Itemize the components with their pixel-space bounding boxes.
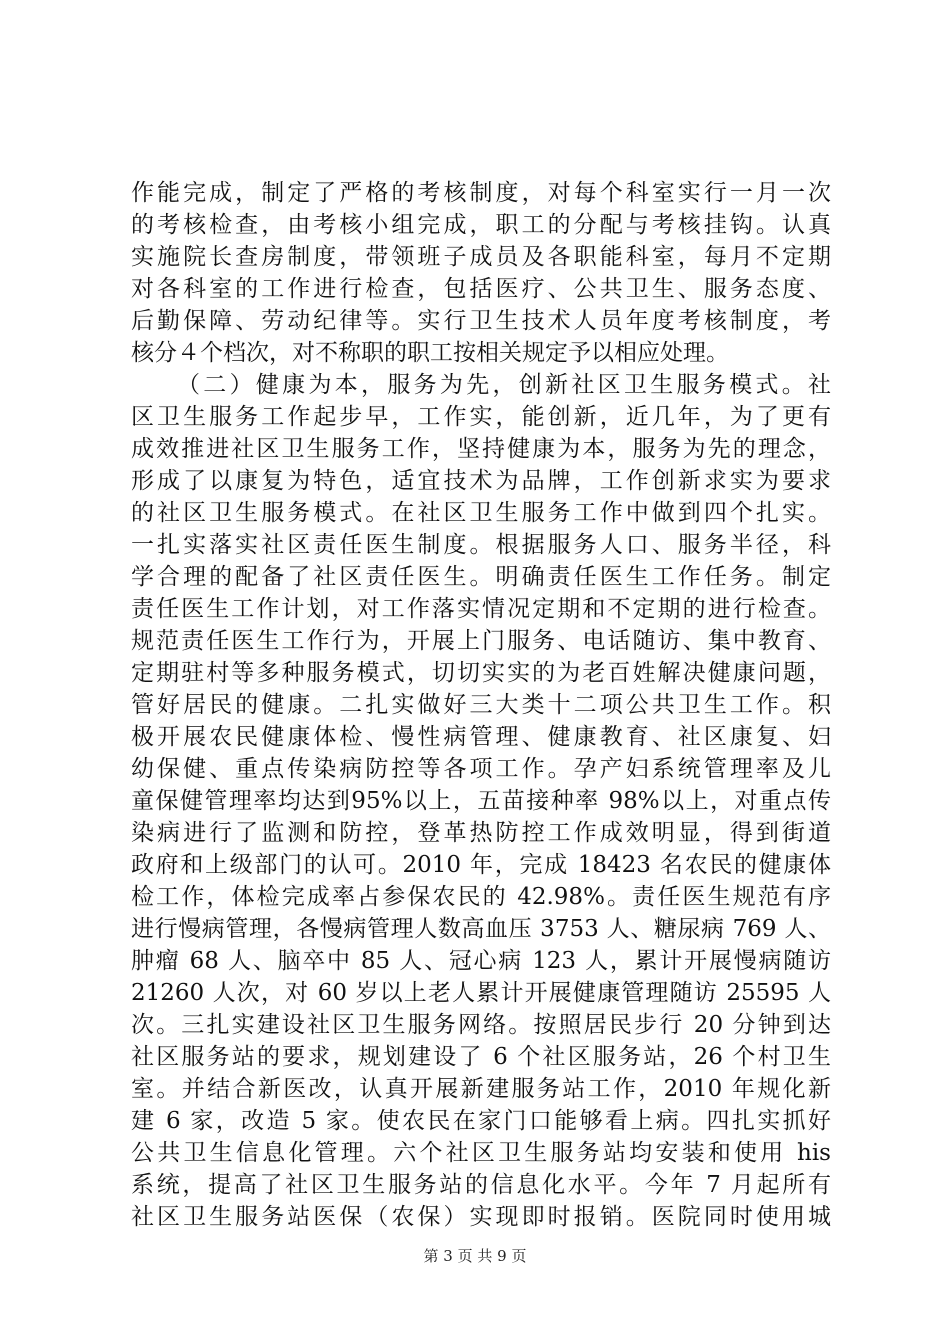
- text-line: 作能完成，制定了严格的考核制度，对每个科室实行一月一次: [131, 180, 831, 206]
- text-line: 区卫生服务工作起步早，工作实，能创新，近几年，为了更有: [131, 404, 831, 430]
- text-line: 系统，提高了社区卫生服务站的信息化水平。今年 7 月起所有: [131, 1172, 831, 1198]
- text-line: 规范责任医生工作行为，开展上门服务、电话随访、集中教育、: [131, 628, 831, 654]
- text-line: 染病进行了监测和防控，登革热防控工作成效明显，得到街道: [131, 820, 831, 846]
- text-line: 后勤保障、劳动纪律等。实行卫生技术人员年度考核制度，考: [131, 308, 831, 334]
- text-line: 实施院长查房制度，带领班子成员及各职能科室，每月不定期: [131, 244, 831, 270]
- text-line: 建 6 家，改造 5 家。使农民在家门口能够看上病。四扎实抓好: [131, 1108, 831, 1134]
- text-line: 的社区卫生服务模式。在社区卫生服务工作中做到四个扎实。: [131, 500, 831, 526]
- text-line: 肿瘤 68 人、脑卒中 85 人、冠心病 123 人，累计开展慢病随访: [131, 948, 831, 974]
- text-line: 检工作，体检完成率占参保农民的 42.98%。责任医生规范有序: [131, 884, 831, 910]
- text-line: 管好居民的健康。二扎实做好三大类十二项公共卫生工作。积: [131, 692, 831, 718]
- text-line: 成效推进社区卫生服务工作，坚持健康为本，服务为先的理念，: [131, 436, 831, 462]
- text-line: 次。三扎实建设社区卫生服务网络。按照居民步行 20 分钟到达: [131, 1012, 831, 1038]
- text-line: 极开展农民健康体检、慢性病管理、健康教育、社区康复、妇: [131, 724, 831, 750]
- text-line: 定期驻村等多种服务模式，切切实实的为老百姓解决健康问题，: [131, 660, 831, 686]
- text-line: 公共卫生信息化管理。六个社区卫生服务站均安装和使用 his: [131, 1140, 831, 1166]
- text-line: 进行慢病管理，各慢病管理人数高血压 3753 人、糖尿病 769 人、: [131, 916, 831, 942]
- text-line: 21260 人次，对 60 岁以上老人累计开展健康管理随访 25595 人: [131, 980, 831, 1006]
- text-line: 核分４个档次，对不称职的职工按相关规定予以相应处理。: [131, 340, 729, 366]
- text-line: 社区服务站的要求，规划建设了 6 个社区服务站，26 个村卫生: [131, 1044, 831, 1070]
- text-line: 责任医生工作计划，对工作落实情况定期和不定期的进行检查。: [131, 596, 831, 622]
- text-line: 的考核检查，由考核小组完成，职工的分配与考核挂钩。认真: [131, 212, 831, 238]
- text-line: 政府和上级部门的认可。2010 年，完成 18423 名农民的健康体: [131, 852, 831, 878]
- text-line: （二）健康为本，服务为先，创新社区卫生服务模式。社: [177, 372, 831, 398]
- text-line: 对各科室的工作进行检查，包括医疗、公共卫生、服务态度、: [131, 276, 831, 302]
- text-line: 形成了以康复为特色，适宜技术为品牌，工作创新求实为要求: [131, 468, 831, 494]
- text-line: 幼保健、重点传染病防控等各项工作。孕产妇系统管理率及儿: [131, 756, 831, 782]
- text-line: 学合理的配备了社区责任医生。明确责任医生工作任务。制定: [131, 564, 831, 590]
- text-line: 童保健管理率均达到95%以上，五苗接种率 98%以上，对重点传: [131, 788, 831, 814]
- text-line: 一扎实落实社区责任医生制度。根据服务人口、服务半径，科: [131, 532, 831, 558]
- page-footer: 第 3 页 共 9 页: [423, 1247, 527, 1265]
- body-text: [131, 177, 831, 1233]
- text-line: 社区卫生服务站医保（农保）实现即时报销。医院同时使用城: [131, 1204, 831, 1230]
- text-line: 室。并结合新医改，认真开展新建服务站工作，2010 年规化新: [131, 1076, 831, 1102]
